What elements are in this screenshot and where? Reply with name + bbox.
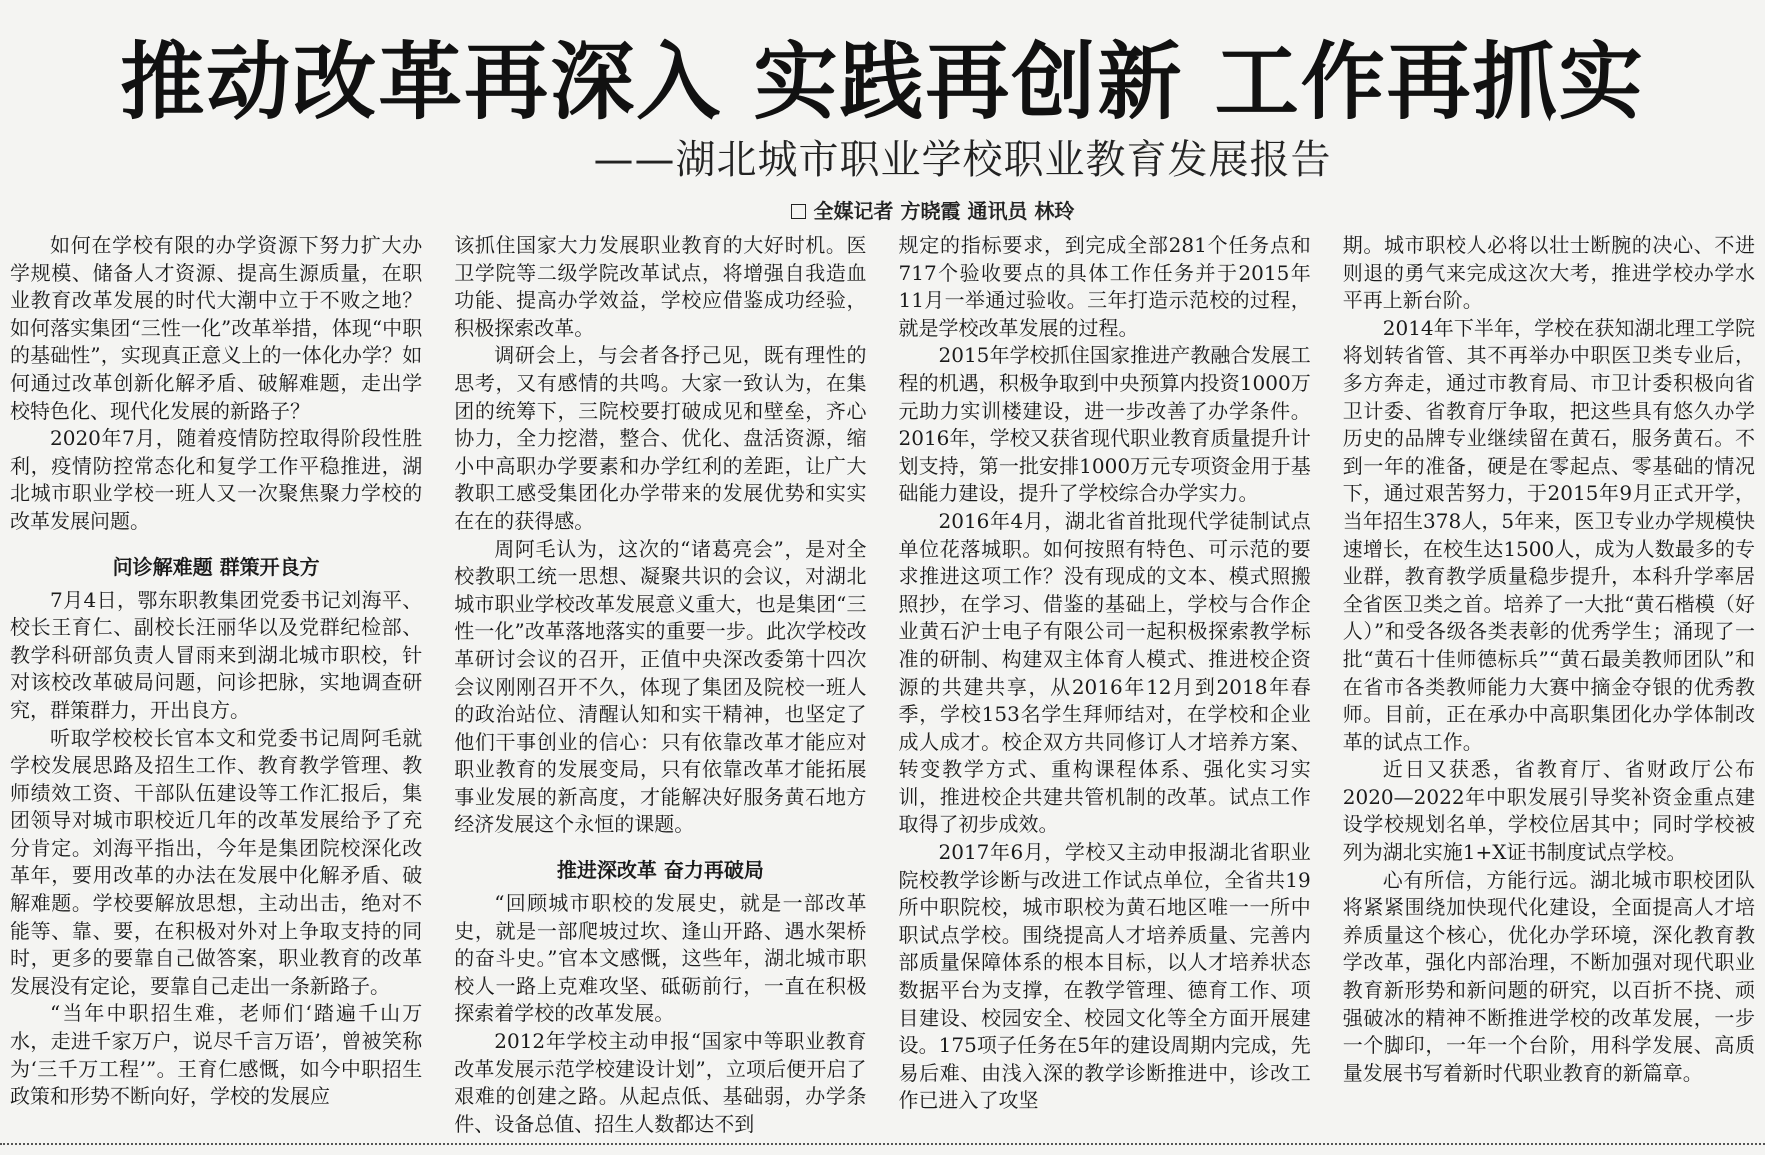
section-heading: 推进深改革 奋力再破局 (556, 858, 764, 883)
subtitle: ——湖北城市职业学校职业教育发展报告 (593, 137, 1332, 183)
square-bullet-icon (791, 204, 806, 219)
paragraph: 2012年学校主动申报“国家中等职业教育改革发展示范学校建设计划”，立项后便开启了艰难的创建之路。从起点低、基础弱，办学条件、设备总值、招生人数都达不到 (454, 1029, 867, 1136)
paragraph: 近日又获悉，省教育厅、省财政厅公布2020—2022年中职发展引导奖补资金重点建设学校规划名单，学校位居其中；同时学校被列为湖北实施1+X证书制度试点学校。 (1342, 757, 1755, 865)
paragraph: 2017年6月，学校又主动申报湖北省职业院校教学诊断与改进工作试点单位，全省共19所中职院校，城市职校为黄石地区唯一一所中职试点学校。围绕提高人才培养质量、完善内部质量保障体系的根本目标，以人才培养状态数据平台为支撑，在教学管理、德育工作、项目建设、校园安全、校园文化等全方面开展建设。175项子任务在5年的建设周期内完成，先易后难、由浅入深的教学诊断推进中，诊改工作已进入了攻坚 (898, 840, 1311, 1113)
paragraph: 周阿毛认为，这次的“诸葛亮会”，是对全校教职工统一思想、凝聚共识的会议，对湖北城市职业学校改革发展意义重大，也是集团“三性一化”改革落地落实的重要一步。此次学校改革研讨会议的召开，正值中央深改委第十四次会议刚刚召开不久，体现了集团及院校一班人的政治站位、清醒认知和实干精神，也坚定了他们干事创业的信心：只有依靠改革才能应对职业教育的发展变局，只有依靠改革才能拓展事业发展的新高度，才能解决好服务黄石地方经济发展这个永恒的课题。 (454, 536, 867, 837)
paragraph: “回顾城市职校的发展史，就是一部改革史，就是一部爬坡过坎、逢山开路、遇水架桥的奋斗史。”官本文感慨，这些年，湖北城市职校人一路上克难攻坚、砥砺前行，一直在积极探索着学校的改革发展。 (454, 891, 867, 1026)
column-4 (1343, 232, 1755, 1147)
paragraph: 该抓住国家大力发展职业教育的大好时机。医卫学院等二级学院改革试点，将增强自我造血功能、提高办学效益，学校应借鉴成功经验，积极探索改革。 (454, 233, 867, 340)
paragraph: 2015年学校抓住国家推进产教融合发展工程的机遇，积极争取到中央预算内投资1000万元助力实训楼建设，进一步改善了办学条件。2016年，学校又获省现代职业教育质量提升计划支持，第一批安排1000万元专项资金用于基础能力建设，提升了学校综合办学实力。 (898, 343, 1311, 506)
headline: 推动改革再深入 实践再创新 工作再抓实 (120, 33, 1645, 131)
column-1 (10, 232, 422, 1147)
paragraph: 期。城市职校人必将以壮士断腕的决心、不进则退的勇气来完成这次大考，推进学校办学水平再上新台阶。 (1342, 233, 1755, 313)
paragraph: 心有所信，方能行远。湖北城市职校团队将紧紧围绕加快现代化建设，全面提高人才培养质量这个核心，优化办学环境，深化教育教学改革，强化内部治理，不断加强对现代职业教育新形势和新问题的研究，以百折不挠、顽强破冰的精神不断推进学校的改革发展，一步一个脚印，一年一个台阶，用科学发展、高质量发展书写着新时代职业教育的新篇章。 (1342, 867, 1755, 1085)
bottom-rule (0, 1143, 1765, 1147)
paragraph: 听取学校校长官本文和党委书记周阿毛就学校发展思路及招生工作、教育教学管理、教师绩效工资、干部队伍建设等工作汇报后，集团领导对城市职校近几年的改革发展给予了充分肯定。刘海平指出，今年是集团院校深化改革年，要用改革的办法在发展中化解矛盾、破解难题。学校要解放思想，主动出击，绝对不能等、靠、要，在积极对外对上争取支持的同时，更多的要靠自己做答案，职业教育的改革发展没有定论，要靠自己走出一条新路子。 (10, 725, 423, 998)
byline-text: 全媒记者 方晓霞 通讯员 林玲 (813, 199, 1075, 223)
paragraph: 2020年7月，随着疫情防控取得阶段性胜利，疫情防控常态化和复学工作平稳推进，湖北城市职业学校一班人又一次聚焦聚力学校的改革发展问题。 (10, 426, 423, 533)
paragraph: 2016年4月，湖北省首批现代学徒制试点单位花落城职。如何按照有特色、可示范的要求推进这项工作？没有现成的文本、模式照搬照抄，在学习、借鉴的基础上，学校与合作企业黄石沪士电子有限公司一起积极探索教学标准的研制、构建双主体育人模式、推进校企资源的共建共享，从2016年12月到2018年春季，学校153名学生拜师结对，在学校和企业成人成才。校企双方共同修订人才培养方案、转变教学方式、重构课程体系、强化实习实训，推进校企共建共管机制的改革。试点工作取得了初步成效。 (898, 508, 1311, 837)
paragraph: 7月4日，鄂东职教集团党委书记刘海平、校长王育仁、副校长汪丽华以及党群纪检部、教学科研部负责人冒雨来到湖北城市职校，针对该校改革破局问题，问诊把脉，实地调查研究，群策群力，开出良方。 (10, 587, 423, 722)
article-columns (10, 232, 1755, 1147)
paragraph: 调研会上，与会者各抒己见，既有理性的思考，又有感情的共鸣。大家一致认为，在集团的统筹下，三院校要打破成见和壁垒，齐心协力，全力挖潜，整合、优化、盘活资源，缩小中高职办学要素和办学红利的差距，让广大教职工感受集团化办学带来的发展优势和实实在在的获得感。 (454, 343, 867, 533)
paragraph: 2014年下半年，学校在获知湖北理工学院将划转省管、其不再举办中职医卫类专业后，多方奔走，通过市教育局、市卫计委积极向省卫计委、省教育厅争取，把这些具有悠久办学历史的品牌专业继续留在黄石，服务黄石。不到一年的准备，硬是在零起点、零基础的情况下，通过艰苦努力，于2015年9月正式开学，当年招生378人，5年来，医卫专业办学规模快速增长，在校生达1500人，成为人数最多的专业群，教育教学质量稳步提升，本科升学率居全省医卫类之首。培养了一大批“黄石楷模（好人）”和受各级各类表彰的优秀学生；涌现了一批“黄石十佳师德标兵”“黄石最美教师团队”和在省市各类教师能力大赛中摘金夺银的优秀教师。目前，正在承办中高职集团化办学体制改革的试点工作。 (1342, 315, 1755, 754)
paragraph: “当年中职招生难，老师们‘踏遍千山万水，走进千家万户，说尽千言万语’，曾被笑称为‘三千万工程’”。王育仁感慨，如今中职招生政策和形势不断向好，学校的发展应 (10, 1001, 423, 1109)
column-2 (454, 232, 866, 1147)
byline (0, 195, 1765, 224)
section-heading: 问诊解难题 群策开良方 (112, 554, 320, 579)
paragraph: 如何在学校有限的办学资源下努力扩大办学规模、储备人才资源、提高生源质量，在职业教育改革发展的时代大潮中立于不败之地？如何落实集团“三性一化”改革举措，体现“中职的基础性”，实现真正意义上的一体化办学？如何通过改革创新化解矛盾、破解难题，走出学校特色化、现代化发展的新路子？ (10, 233, 423, 423)
paragraph: 规定的指标要求，到完成全部281个任务点和717个验收要点的具体工作任务并于2015年11月一举通过验收。三年打造示范校的过程，就是学校改革发展的过程。 (898, 233, 1311, 340)
column-3 (899, 232, 1311, 1147)
